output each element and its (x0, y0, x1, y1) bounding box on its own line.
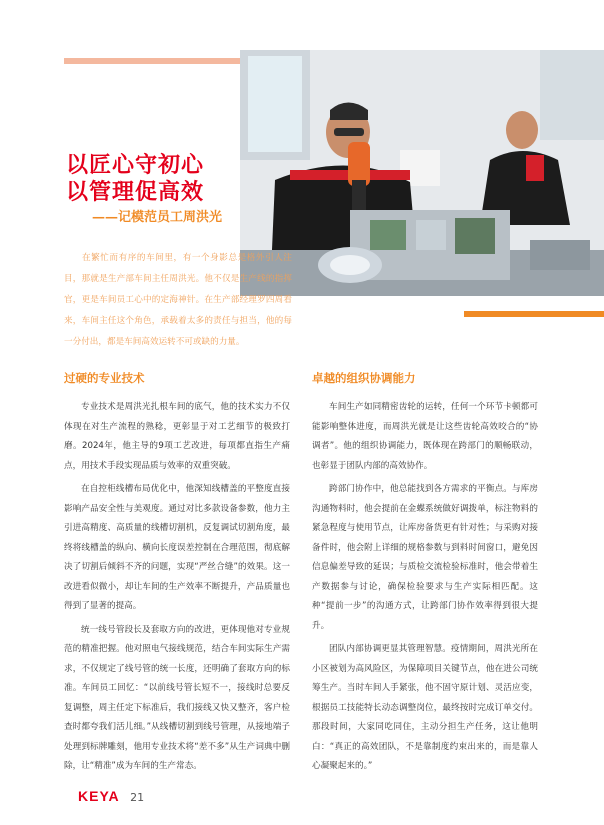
section-paragraph: 专业技术是周洪光扎根车间的底气，他的技术实力不仅体现在对生产流程的熟稔，更彰显于对工艺细节的极致打磨。2024年，他主导的9项工艺改进，每项都直指生产痛点，用技术手段实现品质与效率的双重突破。 (64, 402, 290, 471)
title-line-1: 以匠心守初心 (66, 152, 205, 178)
section-heading: 过硬的专业技术 (64, 371, 145, 385)
article-title (66, 152, 246, 206)
page-number: 21 (130, 791, 145, 804)
intro-paragraph: 在繁忙而有序的车间里，有一个身影总是格外引人注目，那就是生产部车间主任周洪光。他不仅是生产线的指挥官，更是车间员工心中的定海神针。在生产部经理罗四周看来，车间主任这个角色，承载着太多的责任与担当，他的每一分付出，都是车间高效运转不可或缺的力量。 (64, 253, 292, 347)
section-coordination (312, 370, 538, 781)
decorative-top-bar (64, 58, 240, 64)
workshop-photo (240, 50, 604, 296)
section-professional-skills (64, 370, 290, 781)
brand-logo: KEYA (78, 788, 120, 804)
decorative-right-bar (464, 311, 604, 317)
article-subtitle: ——记模范员工周洪光 (92, 210, 223, 225)
section-paragraph: 统一线号管段长及套取方向的改进，更体现他对专业规范的精准把握。他对照电气接线规范，结合车间实际生产需求，不仅规定了线号管的统一长度，还明确了套取方向的标准。车间员工回忆：“以前线号管长短不一，接线时总要反复调整，周主任定下标准后，我们接线又快又整齐，客户检查时都夸我们活儿细。”从线槽切割到线号管理，从接地端子处理到标牌雕刻，他用专业技术将“差不多”从生产词典中删除，让“精准”成为车间的生产常态。 (64, 624, 290, 771)
section-paragraph: 车间生产如同精密齿轮的运转，任何一个环节卡顿都可能影响整体进度，而周洪光就是让这些齿轮高效咬合的“协调者”。他的组织协调能力，既体现在跨部门的顺畅联动，也彰显于团队内部的高效协作。 (312, 402, 538, 471)
title-line-2: 以管理促高效 (66, 179, 205, 205)
page-footer (78, 788, 144, 805)
section-paragraph: 在自控柜线槽布局优化中，他深知线槽盖的平整度直接影响产品安全性与美观度。通过对比多款设备参数，他力主引进高精度、高质量的线槽切割机，反复调试切割角度，最终将线槽盖的纵向、横向长度误差控制在合理范围，彻底解决了切割后倾斜不齐的问题，实现“严丝合缝”的效果。这一改进看似微小，却让车间的生产效率不断提升，产品质量也得到了显著的提高。 (64, 484, 290, 611)
section-paragraph: 跨部门协作中，他总能找到各方需求的平衡点。与库房沟通物料时，他会提前在金蝶系统做好调拨单，标注物料的紧急程度与使用节点，让库房备货更有针对性；与采购对接备件时，他会附上详细的规格参数与到料时间窗口，避免因信息偏差导致的延误；与质检交流检验标准时，他会带着生产数据参与讨论，确保检验要求与生产实际相匹配。这种“提前一步”的沟通方式，让跨部门协作效率得到很大提升。 (312, 484, 538, 631)
section-paragraph: 团队内部协调更显其管理智慧。疫情期间，周洪光所在小区被划为高风险区，为保障项目关键节点，他在进公司统筹生产。当时车间人手紧张，他不固守原计划、灵活应变，根据员工技能特长动态调整岗位，最终按时完成订单交付。那段时间，大家同吃同住，主动分担生产任务，这让他明白：“真正的高效团队，不是靠制度约束出来的，而是靠人心凝聚起来的。” (312, 644, 538, 771)
section-heading: 卓越的组织协调能力 (312, 371, 416, 385)
